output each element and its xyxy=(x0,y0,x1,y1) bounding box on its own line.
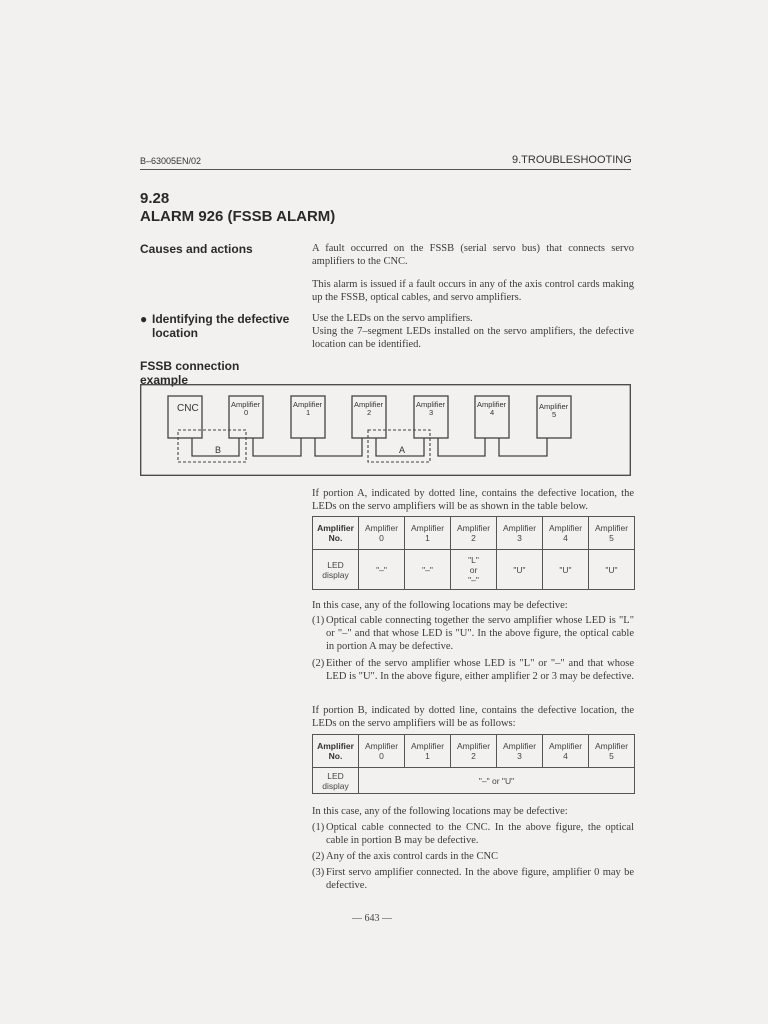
case-b-intro: In this case, any of the following locations may be defective: xyxy=(312,806,568,817)
table-row xyxy=(313,517,635,550)
identify-paragraph-1: Use the LEDs on the servo amplifiers. xyxy=(312,313,473,324)
led-value-amp-1: "–" xyxy=(405,550,451,590)
case-b-item-2: (2) Any of the axis control cards in the CNC xyxy=(312,851,499,862)
table-label-led-display: LED display xyxy=(313,550,359,590)
section-title: ALARM 926 (FSSB ALARM) xyxy=(140,208,336,225)
bullet-icon: ● xyxy=(140,312,148,326)
header-rule xyxy=(140,169,631,170)
amplifier-4-label: Amplifier xyxy=(477,400,507,409)
led-value-amp-2: "L" or "–" xyxy=(451,550,497,590)
identify-heading-line2: location xyxy=(152,326,199,340)
optical-cable-amp3-amp4 xyxy=(438,438,485,456)
case-a-item-2: (2) Either of the servo amplifier whose LED is "L" or "–" and that whose LED is "U". In the above figure, either amplifier 2 or 3 may be defective. xyxy=(312,658,635,682)
optical-cable-amp1-amp2 xyxy=(315,438,362,456)
causes-paragraph-2: This alarm is issued if a fault occurs in any of the axis control cards making up the FSSB, optical cables, and servo amplifiers. xyxy=(312,279,634,303)
table-header-amplifier-no: Amplifier No. xyxy=(313,517,359,550)
identify-heading xyxy=(152,312,289,340)
portion-b-dotted-outline xyxy=(178,430,246,462)
table-header-amp-5: Amplifier 5 xyxy=(589,735,635,768)
amplifier-0-number: 0 xyxy=(244,408,249,417)
amplifier-3-number: 3 xyxy=(429,408,434,417)
portion-b-intro: If portion B, indicated by dotted line, contains the defective location, the LEDs on the servo amplifiers will be as follows: xyxy=(312,705,634,729)
table-header-amp-0: Amplifier 0 xyxy=(359,517,405,550)
led-value-amp-5: "U" xyxy=(589,550,635,590)
section-number: 9.28 xyxy=(140,190,170,207)
table-row xyxy=(313,550,635,590)
table-header-amp-2: Amplifier 2 xyxy=(451,735,497,768)
example-heading-line2: example xyxy=(140,373,189,387)
table-header-amp-4: Amplifier 4 xyxy=(543,735,589,768)
cnc-label: CNC xyxy=(177,403,199,414)
table-header-amp-1: Amplifier 1 xyxy=(405,735,451,768)
page-number: — 643 — xyxy=(352,913,392,924)
chapter-title: 9.TROUBLESHOOTING xyxy=(512,154,632,166)
case-b-item-1: (1) Optical cable connected to the CNC. In the above figure, the optical cable in portion B may be defective. xyxy=(312,822,634,846)
causes-heading: Causes and actions xyxy=(140,242,253,256)
led-value-amp-0: "–" xyxy=(359,550,405,590)
led-value-amp-4: "U" xyxy=(543,550,589,590)
led-table-portion-a xyxy=(312,516,635,590)
example-heading xyxy=(140,359,239,387)
led-table-portion-b xyxy=(312,734,635,794)
optical-cable-amp4-amp5 xyxy=(499,438,547,456)
case-a-intro: In this case, any of the following locations may be defective: xyxy=(312,600,568,611)
amplifier-1-number: 1 xyxy=(306,408,311,417)
led-value-all-amps: "–" or "U" xyxy=(359,768,635,794)
table-header-amplifier-no: Amplifier No. xyxy=(313,735,359,768)
optical-cable-amp0-amp1 xyxy=(253,438,301,456)
table-label-led-display: LED display xyxy=(313,768,359,794)
table-header-amp-5: Amplifier 5 xyxy=(589,517,635,550)
amplifier-4-number: 4 xyxy=(490,408,495,417)
causes-paragraph-1: A fault occurred on the FSSB (serial servo bus) that connects servo amplifiers to the CNC. xyxy=(312,243,634,267)
fssb-connection-diagram xyxy=(140,384,631,476)
table-header-amp-3: Amplifier 3 xyxy=(497,517,543,550)
amplifier-0-label: Amplifier xyxy=(231,400,261,409)
table-row xyxy=(313,735,635,768)
case-b-item-3: (3) First servo amplifier connected. In the above figure, amplifier 0 may be defective. xyxy=(312,867,634,891)
led-value-amp-3: "U" xyxy=(497,550,543,590)
example-heading-line1: FSSB connection xyxy=(140,359,240,373)
amplifier-1-label: Amplifier xyxy=(293,400,323,409)
portion-b-label: B xyxy=(215,445,222,455)
document-number: B–63005EN/02 xyxy=(140,156,202,166)
amplifier-5-label: Amplifier xyxy=(539,402,569,411)
table-header-amp-1: Amplifier 1 xyxy=(405,517,451,550)
table-header-amp-4: Amplifier 4 xyxy=(543,517,589,550)
table-row xyxy=(313,768,635,794)
identify-heading-line1: Identifying the defective xyxy=(152,312,290,326)
identify-paragraph-2: Using the 7–segment LEDs installed on the servo amplifiers, the defective location can be identified. xyxy=(312,326,634,350)
portion-a-intro: If portion A, indicated by dotted line, contains the defective location, the LEDs on the servo amplifiers will be as shown in the table below. xyxy=(312,488,634,512)
table-header-amp-0: Amplifier 0 xyxy=(359,735,405,768)
table-header-amp-2: Amplifier 2 xyxy=(451,517,497,550)
portion-a-label: A xyxy=(399,445,406,455)
case-a-item-1: (1) Optical cable connecting together the servo amplifier whose LED is "L" or "–" and that whose LED is "U". In the above figure, the optical cable in portion A may be defective. xyxy=(312,615,634,652)
amplifier-2-label: Amplifier xyxy=(354,400,384,409)
amplifier-3-label: Amplifier xyxy=(416,400,446,409)
amplifier-5-number: 5 xyxy=(552,410,557,419)
amplifier-2-number: 2 xyxy=(367,408,372,417)
table-header-amp-3: Amplifier 3 xyxy=(497,735,543,768)
